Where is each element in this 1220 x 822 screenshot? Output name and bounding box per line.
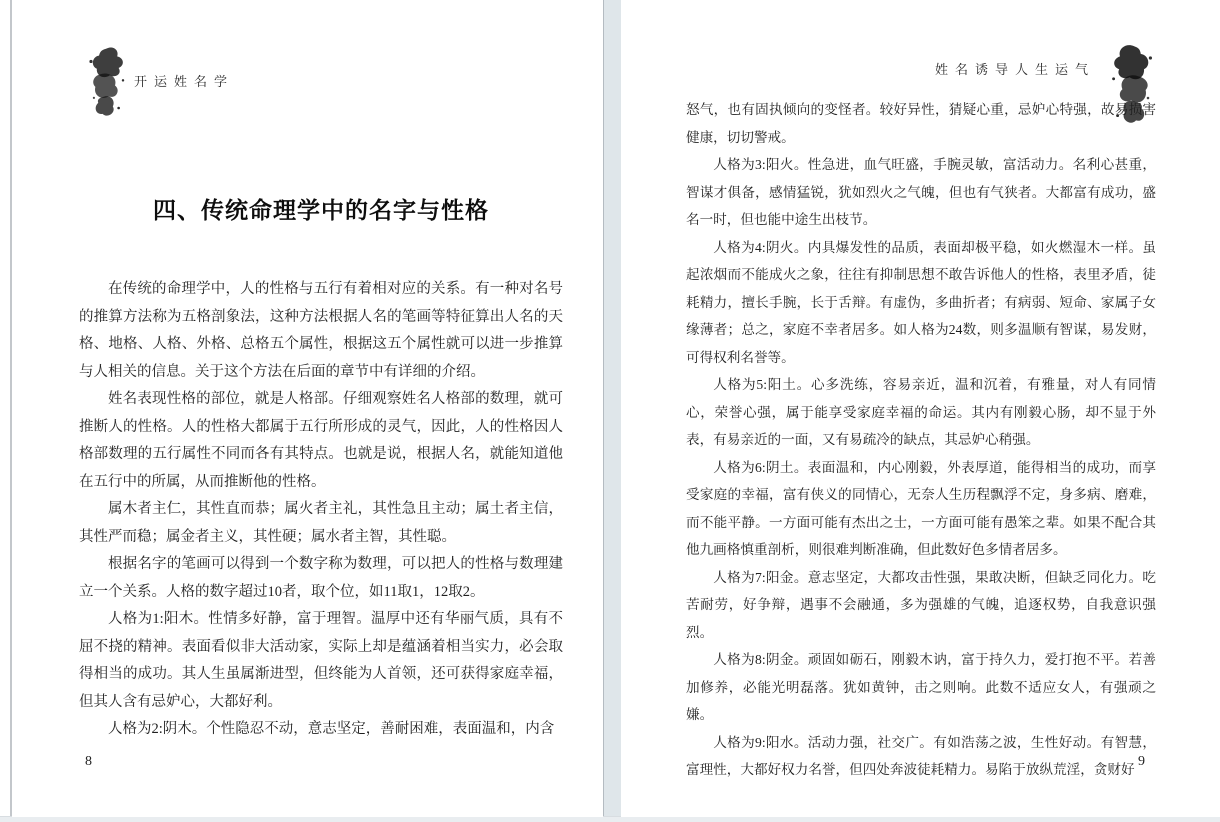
left-page xyxy=(12,0,603,817)
paragraph: 人格为9:阳水。活动力强，社交广。有如浩荡之波，生性好动。有智慧，富理性，大都好权力名誉，但四处奔波徒耗精力。易陷于放纵荒淫，贪财好 xyxy=(686,734,1156,777)
center-gutter xyxy=(603,0,622,822)
paragraph: 人格为3:阳火。性急进，血气旺盛，手腕灵敏，富活动力。名利心甚重，智谋才俱备，感情猛锐，犹如烈火之气魄，但也有气狭者。大都富有成功，盛名一时，但也能中途生出枝节。 xyxy=(686,157,1156,227)
ink-illustration-icon xyxy=(84,44,130,124)
paragraph: 人格为5:阳土。心多洗练，容易亲近，温和沉着，有雅量，对人有同情心，荣誉心强，属于能享受家庭幸福的命运。其内有刚毅心肠，却不显于外表，有易亲近的一面，又有易疏冷的缺点，其忌妒心稍强。 xyxy=(686,377,1156,447)
paragraph: 人格为1:阳木。性情多好静，富于理智。温厚中还有华丽气质，具有不屈不挠的精神。表面看似非大活动家，实际上却是蕴涵着相当实力，必会取得相当的成功。其人生虽属渐进型，但终能为人首领，还可获得家庭幸福，但其人含有忌妒心，大都好利。 xyxy=(79,611,563,710)
paragraph: 属木者主仁，其性直而恭；属火者主礼，其性急且主动；属土者主信，其性严而稳；属金者主义，其性硬；属水者主智，其性聪。 xyxy=(79,501,563,545)
paragraph: 姓名表现性格的部位，就是人格部。仔细观察姓名人格部的数理，就可推断人的性格。人的性格大都属于五行所形成的灵气，因此，人的性格因人格部数理的五行属性不同而各有其特点。也就是说，根据人名，就能知道他在五行中的所属，从而推断他的性格。 xyxy=(79,391,563,490)
paragraph: 在传统的命理学中，人的性格与五行有着相对应的关系。有一种对名号的推算方法称为五格剖象法，这种方法根据人名的笔画等特征算出人名的天格、地格、人格、外格、总格五个属性，根据这五个属性就可以进一步推算与人相关的信息。关于这个方法在后面的章节中有详细的介绍。 xyxy=(79,281,563,380)
paragraph: 怒气，也有固执倾向的变怪者。较好异性，猜疑心重，忌妒心特强，故易损害健康，切切警戒。 xyxy=(686,102,1156,145)
paragraph: 人格为8:阴金。顽固如砺石，刚毅木讷，富于持久力，爱打抱不平。若善加修养，必能光明磊落。犹如黄钟，击之则响。此数不适应女人，有强顽之嫌。 xyxy=(686,652,1156,722)
page-number-left: 8 xyxy=(85,754,92,769)
left-page-body xyxy=(79,276,563,744)
right-page-body xyxy=(686,96,1156,784)
paragraph: 人格为4:阴火。内具爆发性的品质，表面却极平稳，如火燃湿木一样。虽起浓烟而不能成火之象，往往有抑制思想不敢告诉他人的性格，表里矛盾，徒耗精力，擅长手腕，长于舌辩。有虚伪，多曲折者；有病弱、短命、家属子女缘薄者；总之，家庭不幸者居多。如人格为24数，则多温顺有智谋，易发财，可得权利名誉等。 xyxy=(686,239,1156,365)
paragraph: 人格为7:阳金。意志坚定，大都攻击性强，果敢决断，但缺乏同化力。吃苦耐劳，好争辩，遇事不会融通，多为强雄的气魄，追逐权势，自我意识强烈。 xyxy=(686,569,1156,640)
chapter-title: 四、传统命理学中的名字与性格 xyxy=(153,197,489,223)
running-header-right: 姓名诱导人生运气 xyxy=(934,62,1095,77)
paragraph: 人格为2:阴木。个性隐忍不动，意志坚定，善耐困难，表面温和，内含 xyxy=(108,721,555,737)
page-number-right: 9 xyxy=(1138,754,1145,769)
right-page xyxy=(621,0,1220,817)
paragraph: 人格为6:阴土。表面温和，内心刚毅，外表厚道，能得相当的成功，而享受家庭的幸福，富有侠义的同情心，无奈人生历程飘浮不定，身多病、磨难，而不能平静。一方面可能有杰出之士，一方面可能有愚笨之辈。如果不配合其他九画格慎重剖析，则很难判断准确，但此数好色多情者居多。 xyxy=(686,459,1156,557)
paragraph: 根据名字的笔画可以得到一个数字称为数理，可以把人的性格与数理建立一个关系。人格的数字超过10者，取个位，如11取1，12取2。 xyxy=(79,556,563,600)
running-header-left: 开运姓名学 xyxy=(134,74,235,89)
